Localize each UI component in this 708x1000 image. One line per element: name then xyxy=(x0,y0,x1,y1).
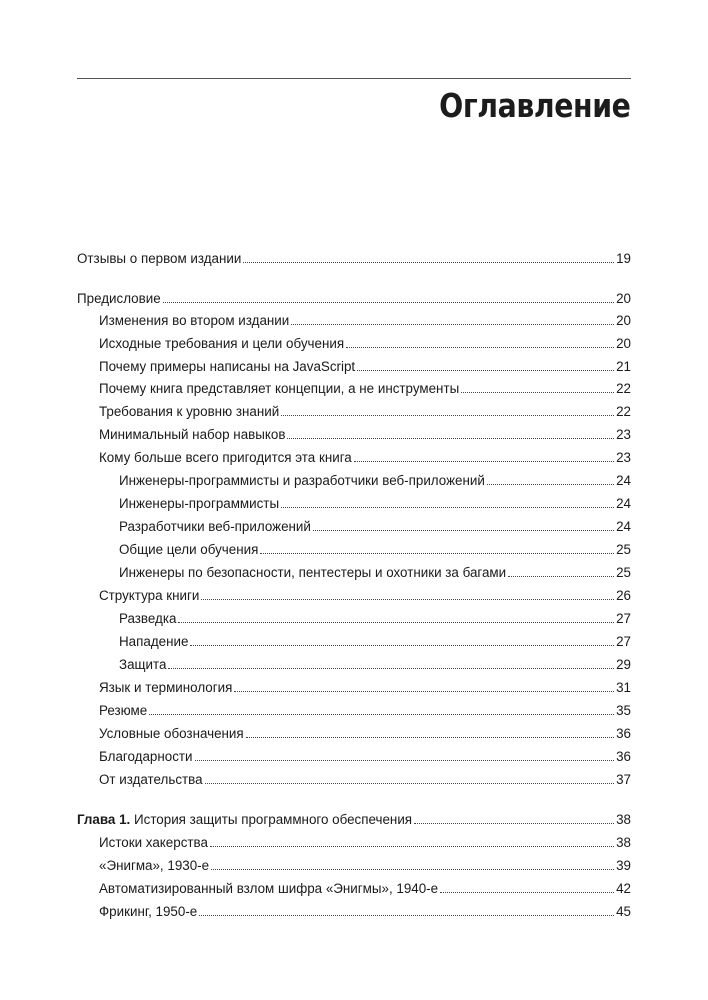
toc-entry xyxy=(99,676,631,696)
toc-entry-page: 36 xyxy=(616,726,631,741)
toc-entry-page: 42 xyxy=(616,881,631,896)
toc-entry xyxy=(77,247,631,267)
toc-entry xyxy=(99,745,631,765)
dot-leader xyxy=(281,415,614,416)
toc-entry-title: Язык и терминология xyxy=(99,680,233,695)
toc-entry-page: 23 xyxy=(616,450,631,465)
toc-entry-page: 35 xyxy=(616,703,631,718)
dot-leader xyxy=(149,714,614,715)
toc-entry xyxy=(77,808,631,828)
toc-entry xyxy=(99,332,631,352)
toc-entry-title: Предисловие xyxy=(77,291,161,306)
toc-entry-page: 27 xyxy=(616,611,631,626)
dot-leader xyxy=(414,823,614,824)
dot-leader xyxy=(346,347,614,348)
toc-entry-page: 20 xyxy=(616,291,631,306)
dot-leader xyxy=(210,846,614,847)
toc-entry-title: Почему книга представляет концепции, а не инструменты xyxy=(99,381,460,396)
toc-entry-title: Инженеры-программисты xyxy=(119,496,280,511)
toc-entry-page: 20 xyxy=(616,336,631,351)
toc-entry-page: 36 xyxy=(616,749,631,764)
toc-entry-page: 23 xyxy=(616,427,631,442)
dot-leader xyxy=(281,507,614,508)
toc-entry-title: Структура книги xyxy=(99,588,200,603)
toc-entry-page: 38 xyxy=(616,835,631,850)
page-title: Оглавление xyxy=(438,86,630,125)
toc-entry xyxy=(99,400,631,420)
dot-leader xyxy=(246,737,614,738)
chapter-title: История защиты программного обеспечения xyxy=(130,812,413,827)
toc-entry xyxy=(119,607,631,627)
toc-entry-page: 25 xyxy=(616,565,631,580)
toc-entry-title: Резюме xyxy=(99,703,148,718)
toc-entry-title: От издательства xyxy=(99,772,203,787)
toc-entry xyxy=(99,584,631,604)
dot-leader xyxy=(199,915,614,916)
toc-entry xyxy=(99,831,631,851)
toc-entry xyxy=(99,877,631,897)
dot-leader xyxy=(201,599,614,600)
toc-entry xyxy=(119,515,631,535)
toc-entry-title: Автоматизированный взлом шифра «Энигмы», 1940-е xyxy=(99,881,439,896)
toc-entry xyxy=(77,287,631,307)
toc-entry xyxy=(99,309,631,329)
toc-entry xyxy=(119,561,631,581)
toc-entry xyxy=(99,377,631,397)
dot-leader xyxy=(313,530,614,531)
dot-leader xyxy=(195,760,615,761)
toc-entry-title: Минимальный набор навыков xyxy=(99,427,286,442)
toc-entry xyxy=(99,446,631,466)
toc-entry-page: 29 xyxy=(616,657,631,672)
toc-entry-page: 19 xyxy=(616,251,631,266)
dot-leader xyxy=(205,783,615,784)
dot-leader xyxy=(163,302,614,303)
toc-entry-title: Кому больше всего пригодится эта книга xyxy=(99,450,352,465)
toc-entry-page: 26 xyxy=(616,588,631,603)
dot-leader xyxy=(190,645,614,646)
dot-leader xyxy=(291,324,614,325)
toc-entry-page: 24 xyxy=(616,519,631,534)
toc-entry-title xyxy=(77,812,412,828)
toc-entry xyxy=(99,900,631,920)
toc-entry-page: 27 xyxy=(616,634,631,649)
toc-entry xyxy=(119,630,631,650)
toc-entry-page: 37 xyxy=(616,772,631,787)
toc-entry-title: Инженеры по безопасности, пентестеры и охотники за багами xyxy=(119,565,507,580)
toc-entry-page: 22 xyxy=(616,404,631,419)
toc-entry-title: Требования к уровню знаний xyxy=(99,404,280,419)
toc-entry-page: 25 xyxy=(616,542,631,557)
dot-leader xyxy=(234,691,614,692)
toc-entry-title: Разработчики веб-приложений xyxy=(119,519,311,534)
toc-entry-title: Нападение xyxy=(119,634,189,649)
dot-leader xyxy=(178,622,614,623)
toc-entry xyxy=(99,722,631,742)
toc-entry-page: 24 xyxy=(616,473,631,488)
dot-leader xyxy=(508,576,614,577)
toc-entry-title: Отзывы о первом издании xyxy=(77,251,242,266)
toc-entry xyxy=(99,854,631,874)
toc-entry-title: Почему примеры написаны на JavaScript xyxy=(99,359,356,374)
toc-entry xyxy=(99,768,631,788)
chapter-number: Глава 1. xyxy=(77,812,131,827)
dot-leader xyxy=(168,668,614,669)
toc-entry-title: Фрикинг, 1950-е xyxy=(99,904,198,919)
toc-entry-title: Условные обозначения xyxy=(99,726,244,741)
toc-entry xyxy=(99,355,631,375)
toc-entry xyxy=(99,423,631,443)
top-rule xyxy=(77,78,631,79)
dot-leader xyxy=(487,484,614,485)
dot-leader xyxy=(287,438,614,439)
dot-leader xyxy=(440,892,614,893)
toc-entry-title: Истоки хакерства xyxy=(99,835,208,850)
dot-leader xyxy=(260,553,614,554)
dot-leader xyxy=(354,461,614,462)
toc-entry-title: «Энигма», 1930-е xyxy=(99,858,210,873)
dot-leader xyxy=(461,392,614,393)
toc-entry-page: 24 xyxy=(616,496,631,511)
toc-entry-page: 20 xyxy=(616,313,631,328)
toc-entry-title: Благодарности xyxy=(99,749,193,764)
toc-entry-page: 22 xyxy=(616,381,631,396)
toc-entry-title: Разведка xyxy=(119,611,177,626)
toc-entry-title: Исходные требования и цели обучения xyxy=(99,336,345,351)
toc-entry-page: 39 xyxy=(616,858,631,873)
toc-entry xyxy=(119,653,631,673)
toc-entry xyxy=(119,538,631,558)
dot-leader xyxy=(211,869,614,870)
toc-entry xyxy=(119,492,631,512)
toc-entry-page: 21 xyxy=(616,359,631,374)
toc-entry-page: 31 xyxy=(616,680,631,695)
dot-leader xyxy=(243,262,614,263)
toc-entry-page: 45 xyxy=(616,904,631,919)
toc-entry xyxy=(99,699,631,719)
toc-entry-title: Инженеры-программисты и разработчики веб-приложений xyxy=(119,473,485,488)
toc-entry-title: Общие цели обучения xyxy=(119,542,259,557)
toc-entry-title: Изменения во втором издании xyxy=(99,313,290,328)
toc-entry xyxy=(119,469,631,489)
toc-entry-page: 38 xyxy=(616,812,631,827)
toc-entry-title: Защита xyxy=(119,657,167,672)
dot-leader xyxy=(357,370,614,371)
